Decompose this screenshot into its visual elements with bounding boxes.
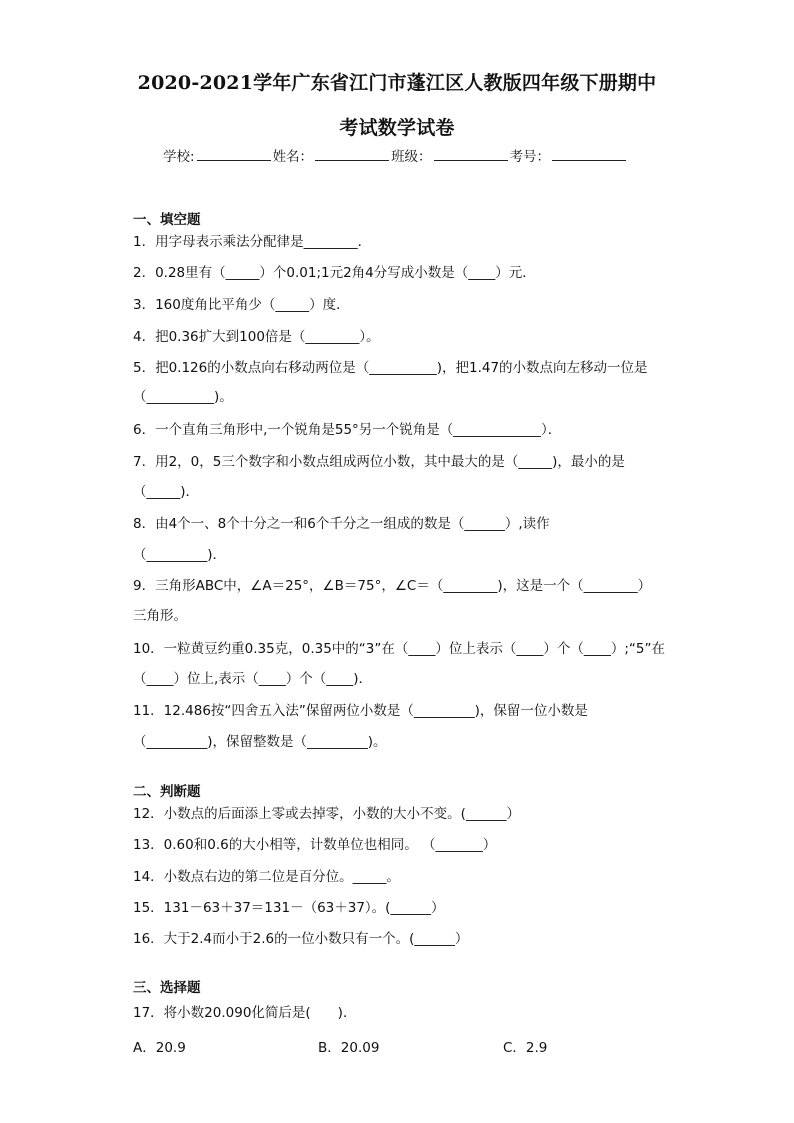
question-4: 4．把0.36扩大到100倍是（________）。 <box>133 329 380 345</box>
question-11-cont: （_________)，保留整数是（_________)。 <box>133 734 387 750</box>
exam-title-line2: 考试数学试卷 <box>339 117 455 139</box>
section-fill-in: 一、填空题 <box>133 212 201 228</box>
school-blank <box>197 148 271 161</box>
section-multiple-choice: 三、选择题 <box>133 980 201 996</box>
student-info-row <box>163 145 628 165</box>
option-a: A．20.9 <box>133 1040 186 1056</box>
question-10-cont: （____）位上,表示（____）个（____)． <box>133 671 373 687</box>
question-13: 13．0.60和0.6的大小相等，计数单位也相同。 （_______） <box>133 837 497 853</box>
question-7: 7．用2，0，5三个数字和小数点组成两位小数，其中最大的是（_____)，最小的是 <box>133 454 625 470</box>
school-label: 学校: <box>163 149 195 165</box>
class-blank <box>434 148 508 161</box>
question-17: 17．将小数20.090化简后是( )． <box>133 1005 357 1021</box>
question-15: 15．131－63＋37＝131－（63＋37）。(______） <box>133 900 445 916</box>
question-8-cont: （_________)． <box>133 547 227 563</box>
number-label: 考号： <box>509 149 551 165</box>
question-9-cont: 三角形。 <box>133 608 187 624</box>
question-1: 1．用字母表示乘法分配律是________． <box>133 234 372 250</box>
option-b: B．20.09 <box>318 1040 380 1056</box>
class-label: 班级： <box>391 149 432 165</box>
number-blank <box>552 148 626 161</box>
name-label: 姓名： <box>272 149 314 165</box>
section-true-false: 二、判断题 <box>133 784 201 800</box>
name-blank <box>315 148 389 161</box>
question-2: 2．0.28里有（_____）个0.01;1元2角4分写成小数是（____）元． <box>133 265 536 281</box>
question-14: 14．小数点右边的第二位是百分位。_____。 <box>133 869 400 885</box>
question-9: 9．三角形ABC中，∠A＝25°，∠B＝75°，∠C＝（________)，这是一个（________） <box>133 578 652 594</box>
question-7-cont: （_____)． <box>133 484 200 500</box>
question-5-cont: （__________)。 <box>133 389 233 405</box>
question-12: 12．小数点的后面添上零或去掉零，小数的大小不变。(______） <box>133 806 520 822</box>
question-8: 8．由4个一、8个十分之一和6个千分之一组成的数是（______）,读作 <box>133 516 550 532</box>
question-5: 5．把0.126的小数点向右移动两位是（__________)，把1.47的小数点向左移动一位是 <box>133 360 648 376</box>
question-6: 6．一个直角三角形中,一个锐角是55°另一个锐角是（_____________）． <box>133 422 562 438</box>
question-11: 11．12.486按“四舍五入法”保留两位小数是（_________)，保留一位小数是 <box>133 703 588 719</box>
question-16: 16．大于2.4而小于2.6的一位小数只有一个。(______） <box>133 931 469 947</box>
question-10: 10．一粒黄豆约重0.35克，0.35中的“3”在（____）位上表示（____）个（____）;“5”在 <box>133 641 665 657</box>
question-3: 3．160度角比平角少（_____）度． <box>133 297 350 313</box>
option-c: C．2.9 <box>503 1040 548 1056</box>
exam-title-line1: 2020-2021学年广东省江门市蓬江区人教版四年级下册期中 <box>137 72 657 94</box>
